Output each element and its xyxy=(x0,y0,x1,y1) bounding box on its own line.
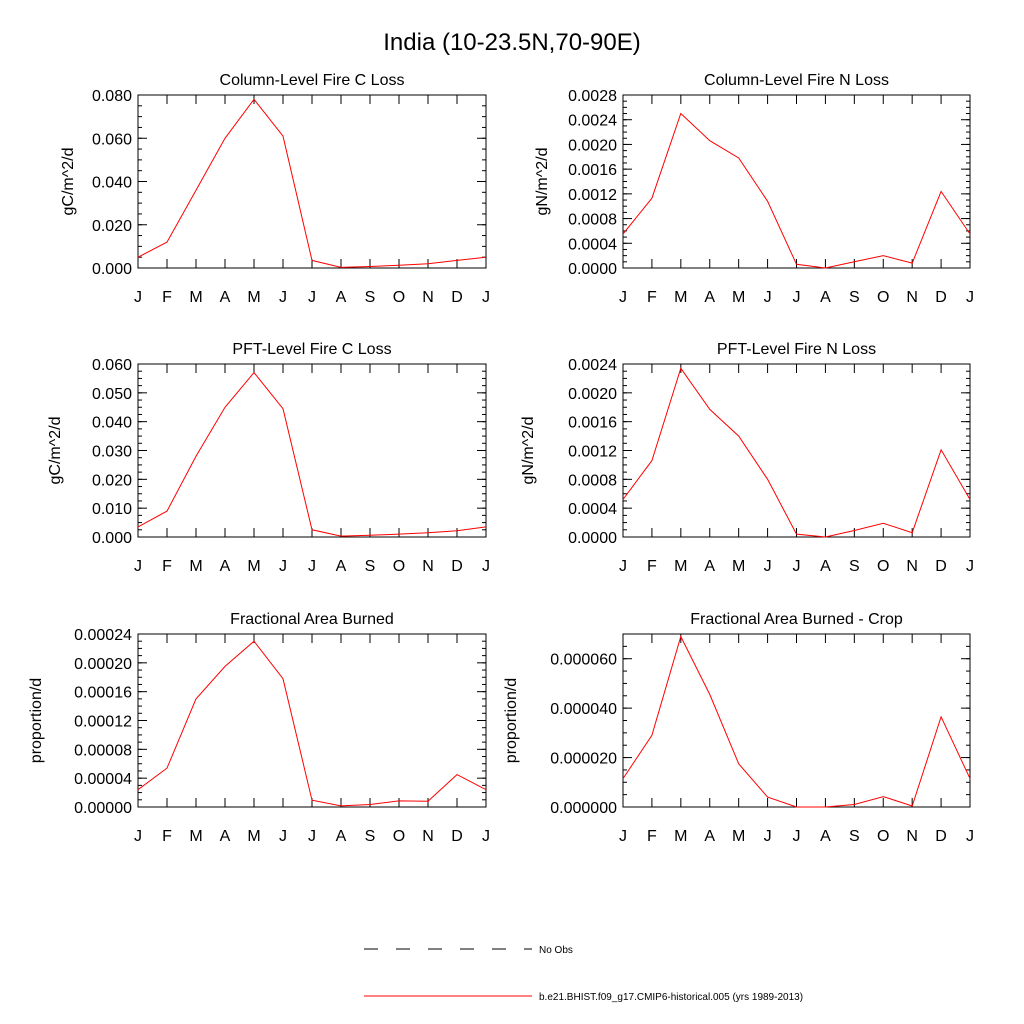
data-point xyxy=(485,526,487,528)
data-point xyxy=(369,265,371,267)
figure-title: India (10-23.5N,70-90E) xyxy=(383,29,641,56)
x-tick-label: A xyxy=(820,828,831,845)
x-tick-label: S xyxy=(848,289,860,306)
data-point xyxy=(398,264,400,266)
y-tick-label: 0.00020 xyxy=(74,655,132,673)
data-point xyxy=(882,255,884,257)
data-point xyxy=(253,640,255,642)
y-tick-label: 0.00000 xyxy=(74,800,132,817)
x-tick-label: F xyxy=(162,558,172,575)
data-point xyxy=(882,796,884,798)
x-tick-label: J xyxy=(763,828,772,845)
data-point xyxy=(969,778,971,780)
data-point xyxy=(340,266,342,268)
x-tick-label: N xyxy=(422,828,434,845)
x-tick-label: M xyxy=(674,558,688,575)
legend xyxy=(364,945,803,1003)
data-point xyxy=(224,665,226,667)
y-tick-label: 0.0020 xyxy=(568,385,617,403)
chart-panel-3 xyxy=(47,341,490,575)
x-tick-label: J xyxy=(966,558,974,575)
x-tick-label: J xyxy=(308,558,316,575)
x-tick-label: F xyxy=(162,289,172,306)
chart-title: Column-Level Fire C Loss xyxy=(219,72,405,89)
series-line xyxy=(138,373,486,536)
x-tick-label: M xyxy=(674,289,688,306)
data-point xyxy=(969,499,971,501)
y-tick-label: 0.000020 xyxy=(550,750,617,768)
y-tick-label: 0.00012 xyxy=(74,713,132,731)
y-tick-label: 0.0008 xyxy=(568,211,617,229)
chart-title: Fractional Area Burned - Crop xyxy=(690,611,903,628)
data-point xyxy=(340,805,342,807)
data-point xyxy=(680,635,682,637)
x-tick-label: N xyxy=(906,828,918,845)
data-point xyxy=(369,803,371,805)
x-tick-label: J xyxy=(308,828,316,845)
y-tick-label: 0.00016 xyxy=(74,684,132,702)
x-tick-label: N xyxy=(422,558,434,575)
x-tick-label: A xyxy=(704,828,716,845)
data-point xyxy=(398,800,400,802)
data-point xyxy=(796,806,798,808)
data-point xyxy=(940,190,942,192)
x-tick-label: A xyxy=(219,558,231,575)
x-tick-label: J xyxy=(763,558,772,575)
x-tick-label: A xyxy=(219,828,231,845)
data-point xyxy=(485,256,487,258)
x-tick-label: F xyxy=(647,289,657,306)
chart-title: Fractional Area Burned xyxy=(230,611,394,628)
data-point xyxy=(224,406,226,408)
series-line xyxy=(138,99,486,267)
y-axis-label: gC/m^2/d xyxy=(47,416,64,485)
y-tick-label: 0.0008 xyxy=(568,472,617,490)
y-tick-label: 0.060 xyxy=(91,131,132,149)
y-axis-label: gC/m^2/d xyxy=(60,147,77,216)
x-tick-label: J xyxy=(619,558,627,575)
x-tick-label: F xyxy=(162,828,172,845)
x-tick-label: S xyxy=(848,558,860,575)
data-point xyxy=(311,529,313,531)
y-tick-label: 0.0000 xyxy=(568,530,617,547)
y-axis-label: gN/m^2/d xyxy=(534,147,551,216)
x-tick-label: F xyxy=(647,828,657,845)
data-point xyxy=(796,263,798,265)
data-point xyxy=(311,799,313,801)
data-point xyxy=(224,137,226,139)
x-tick-label: A xyxy=(820,289,831,306)
legend-model-label: b.e21.BHIST.f09_g17.CMIP6-historical.005 (yrs 1989-2013) xyxy=(539,992,804,1003)
data-point xyxy=(911,805,913,807)
y-tick-label: 0.000000 xyxy=(550,800,617,817)
data-point xyxy=(680,367,682,369)
x-tick-label: O xyxy=(877,289,890,306)
y-tick-label: 0.0012 xyxy=(568,443,617,461)
y-tick-label: 0.00024 xyxy=(74,627,132,644)
chart-title: PFT-Level Fire N Loss xyxy=(716,341,877,358)
y-tick-label: 0.020 xyxy=(91,217,132,235)
x-tick-label: M xyxy=(189,289,203,306)
data-point xyxy=(195,455,197,457)
data-point xyxy=(427,800,429,802)
data-point xyxy=(911,532,913,534)
data-point xyxy=(456,259,458,261)
data-point xyxy=(456,530,458,532)
data-point xyxy=(166,510,168,512)
data-point xyxy=(622,499,624,501)
x-tick-label: N xyxy=(422,289,434,306)
data-point xyxy=(738,157,740,159)
x-tick-label: M xyxy=(732,828,746,845)
y-tick-label: 0.050 xyxy=(91,385,132,403)
data-point xyxy=(738,435,740,437)
x-tick-label: J xyxy=(482,828,490,845)
x-tick-label: J xyxy=(482,558,490,575)
x-tick-label: J xyxy=(619,828,627,845)
data-point xyxy=(427,532,429,534)
plot-frame xyxy=(138,364,486,537)
x-tick-label: J xyxy=(279,289,287,306)
y-tick-label: 0.0004 xyxy=(568,501,617,519)
x-tick-label: A xyxy=(335,558,347,575)
data-point xyxy=(622,778,624,780)
data-point xyxy=(824,806,826,808)
x-tick-label: M xyxy=(247,828,261,845)
y-tick-label: 0.060 xyxy=(91,357,132,374)
x-tick-label: D xyxy=(935,289,947,306)
y-tick-label: 0.0016 xyxy=(568,162,617,180)
x-tick-label: O xyxy=(877,828,890,845)
x-tick-label: D xyxy=(451,558,463,575)
chart-panel-6 xyxy=(503,611,974,845)
data-point xyxy=(680,113,682,115)
x-tick-label: O xyxy=(392,828,406,845)
data-point xyxy=(940,449,942,451)
plot-frame xyxy=(623,95,970,268)
data-point xyxy=(969,233,971,235)
plot-frame xyxy=(138,634,486,807)
chart-panel-5 xyxy=(28,611,490,845)
x-tick-label: J xyxy=(792,828,801,845)
chart-panel-4 xyxy=(520,341,974,575)
data-point xyxy=(738,763,740,765)
data-point xyxy=(882,522,884,524)
x-tick-label: D xyxy=(451,289,463,306)
data-point xyxy=(456,774,458,776)
chart-title: PFT-Level Fire C Loss xyxy=(232,341,392,358)
series-line xyxy=(623,368,970,537)
data-point xyxy=(340,535,342,537)
y-tick-label: 0.00008 xyxy=(74,742,132,760)
x-tick-label: J xyxy=(134,828,142,845)
y-tick-label: 0.030 xyxy=(91,443,132,461)
x-tick-label: A xyxy=(820,558,831,575)
x-tick-label: J xyxy=(966,828,974,845)
x-tick-label: J xyxy=(966,289,974,306)
data-point xyxy=(853,261,855,263)
y-tick-label: 0.0020 xyxy=(568,137,617,155)
x-tick-label: J xyxy=(279,558,287,575)
legend-no-obs-label: No Obs xyxy=(539,945,573,956)
y-axis-label: proportion/d xyxy=(28,677,45,764)
x-tick-label: M xyxy=(732,289,746,306)
x-tick-label: A xyxy=(219,289,231,306)
x-tick-label: J xyxy=(134,558,142,575)
x-tick-label: M xyxy=(674,828,688,845)
chart-panels xyxy=(28,72,974,845)
series-line xyxy=(138,641,486,806)
plot-frame xyxy=(623,364,970,537)
x-tick-label: J xyxy=(308,289,316,306)
data-point xyxy=(767,200,769,202)
chart-title: Column-Level Fire N Loss xyxy=(704,72,889,89)
data-point xyxy=(651,460,653,462)
y-tick-label: 0.040 xyxy=(91,414,132,432)
x-tick-label: J xyxy=(763,289,772,306)
data-point xyxy=(166,241,168,243)
x-tick-label: S xyxy=(848,828,860,845)
y-tick-label: 0.000040 xyxy=(550,701,617,719)
data-point xyxy=(137,526,139,528)
x-tick-label: O xyxy=(877,558,890,575)
x-tick-label: J xyxy=(792,558,801,575)
y-tick-label: 0.080 xyxy=(91,88,132,105)
x-tick-label: N xyxy=(906,289,918,306)
x-tick-label: M xyxy=(189,828,203,845)
x-tick-label: A xyxy=(704,558,716,575)
y-tick-label: 0.010 xyxy=(91,501,132,519)
x-tick-label: F xyxy=(647,558,657,575)
chart-panel-1 xyxy=(60,72,490,306)
data-point xyxy=(911,262,913,264)
x-tick-label: J xyxy=(619,289,627,306)
x-tick-label: S xyxy=(364,558,376,575)
data-point xyxy=(853,530,855,532)
y-tick-label: 0.000060 xyxy=(550,651,617,669)
x-tick-label: D xyxy=(451,828,463,845)
x-tick-label: O xyxy=(392,289,406,306)
x-tick-label: A xyxy=(335,289,347,306)
y-tick-label: 0.0028 xyxy=(568,88,617,105)
data-point xyxy=(709,140,711,142)
data-point xyxy=(651,197,653,199)
y-tick-label: 0.040 xyxy=(91,174,132,192)
data-point xyxy=(709,408,711,410)
y-tick-label: 0.000 xyxy=(91,530,132,547)
x-tick-label: J xyxy=(792,289,801,306)
x-tick-label: S xyxy=(364,828,376,845)
x-tick-label: M xyxy=(247,558,261,575)
data-point xyxy=(195,189,197,191)
x-tick-label: N xyxy=(906,558,918,575)
data-point xyxy=(369,534,371,536)
chart-panel-2 xyxy=(534,72,974,306)
data-point xyxy=(253,98,255,100)
y-tick-label: 0.00004 xyxy=(74,771,132,789)
y-tick-label: 0.0004 xyxy=(568,236,617,254)
data-point xyxy=(767,478,769,480)
x-tick-label: M xyxy=(732,558,746,575)
x-tick-label: O xyxy=(392,558,406,575)
x-tick-label: A xyxy=(704,289,716,306)
data-point xyxy=(166,767,168,769)
data-point xyxy=(427,263,429,265)
data-point xyxy=(282,135,284,137)
x-tick-label: J xyxy=(279,828,287,845)
data-point xyxy=(709,694,711,696)
x-tick-label: D xyxy=(935,828,947,845)
y-tick-label: 0.0000 xyxy=(568,261,617,278)
x-tick-label: M xyxy=(247,289,261,306)
data-point xyxy=(651,734,653,736)
data-point xyxy=(195,698,197,700)
data-point xyxy=(853,804,855,806)
data-point xyxy=(796,533,798,535)
x-tick-label: S xyxy=(364,289,376,306)
y-tick-label: 0.020 xyxy=(91,472,132,490)
x-tick-label: J xyxy=(482,289,490,306)
y-tick-label: 0.0016 xyxy=(568,414,617,432)
data-point xyxy=(767,796,769,798)
series-line xyxy=(623,637,970,808)
x-tick-label: A xyxy=(335,828,347,845)
y-tick-label: 0.0024 xyxy=(568,112,617,130)
data-point xyxy=(137,789,139,791)
y-tick-label: 0.0024 xyxy=(568,357,617,374)
data-point xyxy=(622,233,624,235)
data-point xyxy=(311,259,313,261)
data-point xyxy=(282,408,284,410)
y-axis-label: proportion/d xyxy=(503,677,520,764)
series-line xyxy=(623,114,970,269)
plot-frame xyxy=(138,95,486,268)
y-tick-label: 0.000 xyxy=(91,261,132,278)
data-point xyxy=(940,716,942,718)
data-point xyxy=(485,789,487,791)
data-point xyxy=(253,372,255,374)
x-tick-label: J xyxy=(134,289,142,306)
data-point xyxy=(137,256,139,258)
y-axis-label: gN/m^2/d xyxy=(520,416,537,485)
data-point xyxy=(398,533,400,535)
data-point xyxy=(824,267,826,269)
x-tick-label: D xyxy=(935,558,947,575)
x-tick-label: M xyxy=(189,558,203,575)
plot-frame xyxy=(623,634,970,807)
y-tick-label: 0.0012 xyxy=(568,186,617,204)
data-point xyxy=(282,678,284,680)
data-point xyxy=(824,536,826,538)
